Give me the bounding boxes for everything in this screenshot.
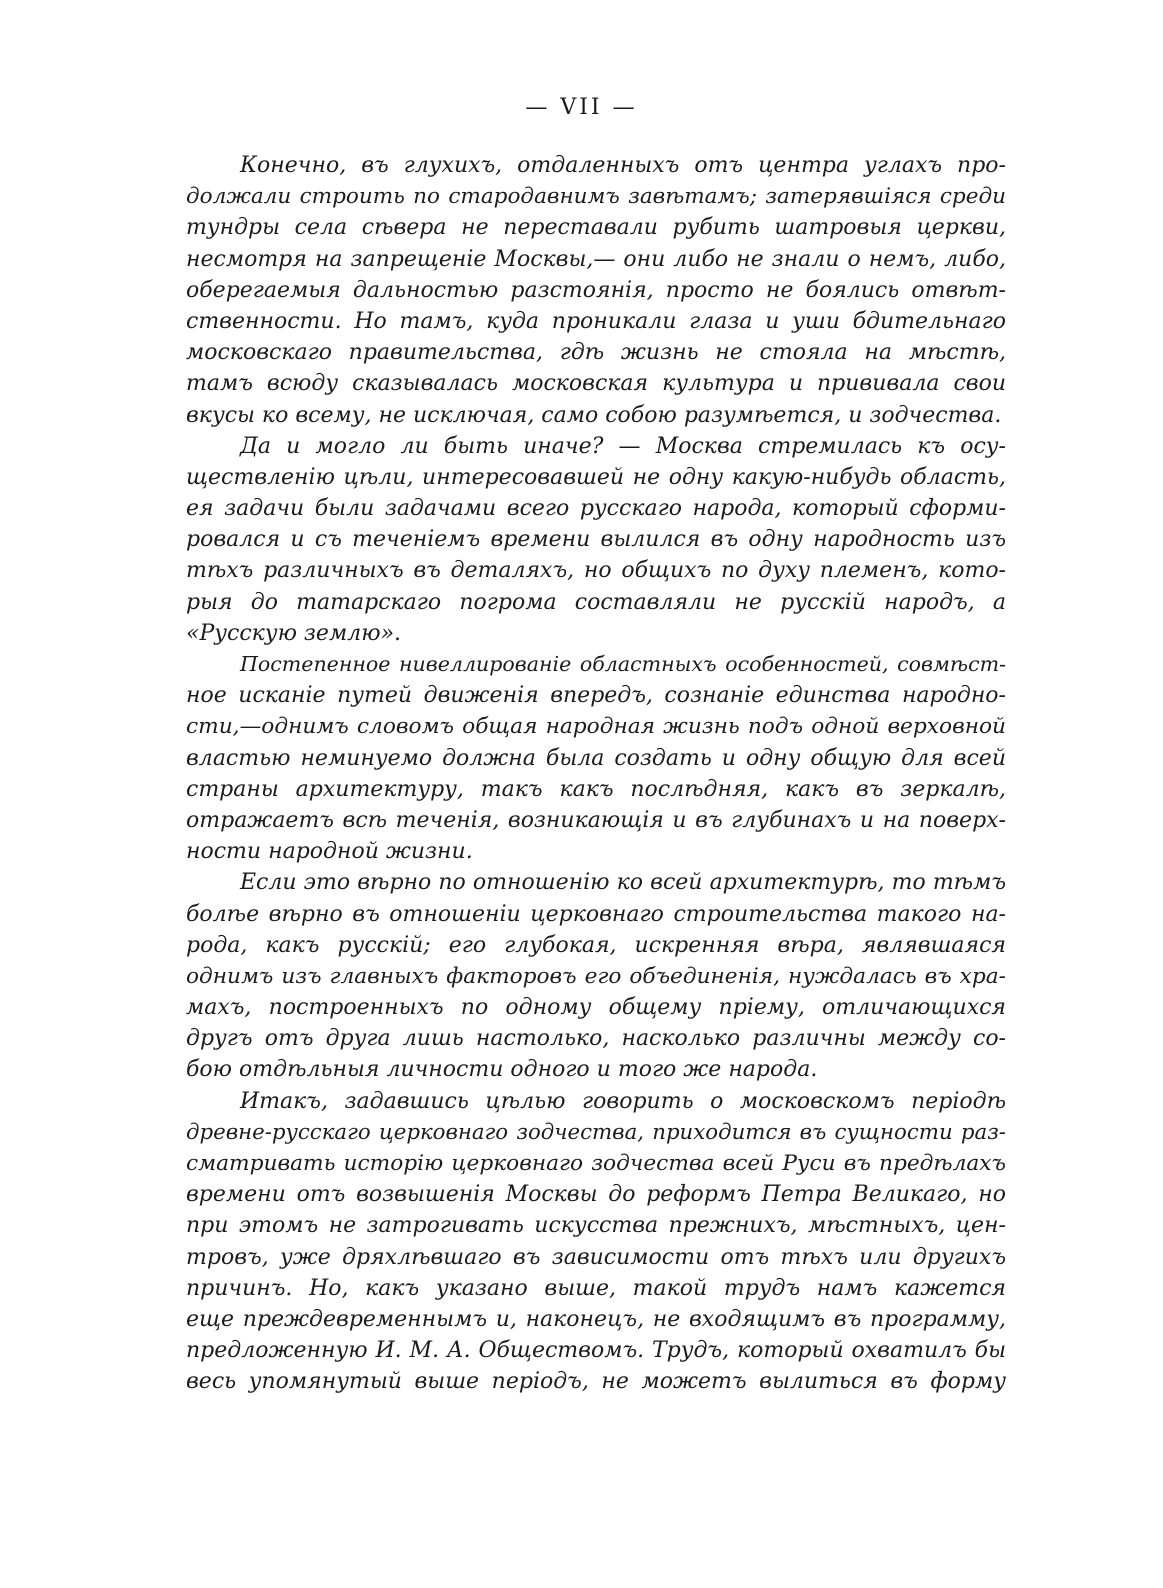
text-line: оберегаемыя дальностью разстоянія, просто не боялись отвѣт- <box>186 277 1006 303</box>
text-line: причинъ. Но, какъ указано выше, такой трудъ намъ кажется <box>186 1275 1006 1301</box>
text-line: тундры села сѣвера не переставали рубить шатровыя церкви, <box>186 215 1006 241</box>
text-line: ровался и съ теченіемъ времени вылился въ одну народность изъ <box>186 527 1006 553</box>
text-line: ществленію цѣли, интересовавшей не одну какую-нибудь область, <box>186 464 1006 490</box>
text-line: Постепенное нивеллированіе областныхъ особенностей, совмѣст- <box>240 652 1006 676</box>
text-line: весь упомянутый выше періодъ, не можетъ вылиться въ форму <box>186 1369 1006 1395</box>
text-line: Конечно, въ глухихъ, отдаленныхъ отъ центра углахъ про- <box>240 153 1006 178</box>
text-line: сматривать исторію церковнаго зодчества всей Руси въ предѣлахъ <box>186 1151 1006 1176</box>
text-line: махъ, построенныхъ по одному общему пріему, отличающихся <box>186 995 1006 1021</box>
text-line: «Русскую землю». <box>186 620 402 646</box>
text-line: древне-русскаго церковнаго зодчества, приходится въ сущности раз- <box>186 1119 1006 1145</box>
text-line: ное исканіе путей движенія впередъ, сознаніе единства народно- <box>186 683 1006 709</box>
text-line: болѣе вѣрно въ отношеніи церковнаго строительства такого на- <box>186 901 1006 927</box>
body-text <box>186 150 1006 1398</box>
text-line: тамъ всюду сказывалась московская культура и прививала свои <box>186 371 1006 397</box>
text-line: при этомъ не затрогивать искусства прежнихъ, мѣстныхъ, цен- <box>186 1213 1006 1239</box>
text-line: властью неминуемо должна была создать и одну общую для всей <box>186 745 1006 771</box>
text-line: ственности. Но тамъ, куда проникали глаза и уши бдительнаго <box>186 308 1006 334</box>
text-line: рыя до татарскаго погрома составляли не русскій народъ, а <box>186 589 1006 615</box>
text-line: времени отъ возвышенія Москвы до реформъ Петра Великаго, но <box>186 1182 1006 1208</box>
text-line: бою отдѣльныя личности одного и того же народа. <box>186 1057 818 1083</box>
page-number: — VII — <box>525 95 638 120</box>
text-line: страны архитектуру, такъ какъ послѣдняя, какъ въ зеркалѣ, <box>186 776 1006 802</box>
text-line: ности народной жизни. <box>186 839 473 865</box>
text-line: несмотря на запрещеніе Москвы,— они либо не знали о немъ, либо, <box>186 246 1006 272</box>
text-line: однимъ изъ главныхъ факторовъ его объединенія, нуждалась въ хра- <box>186 963 1006 989</box>
text-line: тровъ, уже дряхлѣвшаго въ зависимости отъ тѣхъ или другихъ <box>186 1244 1006 1270</box>
text-line: тѣхъ различныхъ въ деталяхъ, но общихъ по духу племенъ, кото- <box>186 558 1006 584</box>
text-line: другъ отъ друга лишь настолько, насколько различны между со- <box>186 1026 1006 1052</box>
text-line: ея задачи были задачами всего русскаго народа, который сформи- <box>186 496 1006 522</box>
text-line: вкусы ко всему, не исключая, само собою разумѣется, и зодчества. <box>186 402 1002 428</box>
text-line: Да и могло ли быть иначе? — Москва стремилась къ осу- <box>240 433 1006 459</box>
text-line: Итакъ, задавшись цѣлью говорить о московскомъ періодѣ <box>240 1088 1006 1114</box>
text-line: еще преждевременнымъ и, наконецъ, не входящимъ въ программу, <box>186 1306 1006 1332</box>
text-line: предложенную И. М. А. Обществомъ. Трудъ, который охватилъ бы <box>186 1338 1006 1364</box>
text-line: Если это вѣрно по отношенію ко всей архитектурѣ, то тѣмъ <box>240 870 1006 896</box>
text-line: сти,—однимъ словомъ общая народная жизнь подъ одной верховной <box>186 714 1006 740</box>
text-line: отражаетъ всѣ теченія, возникающія и въ глубинахъ и на поверх- <box>186 807 1006 833</box>
text-line: должали строить по стародавнимъ завѣтамъ; затерявшіяся среди <box>186 184 1006 210</box>
text-line: московскаго правительства, гдѣ жизнь не стояла на мѣстѣ, <box>186 340 1006 366</box>
text-line: рода, какъ русскій; его глубокая, искренняя вѣра, являвшаяся <box>186 932 1006 958</box>
